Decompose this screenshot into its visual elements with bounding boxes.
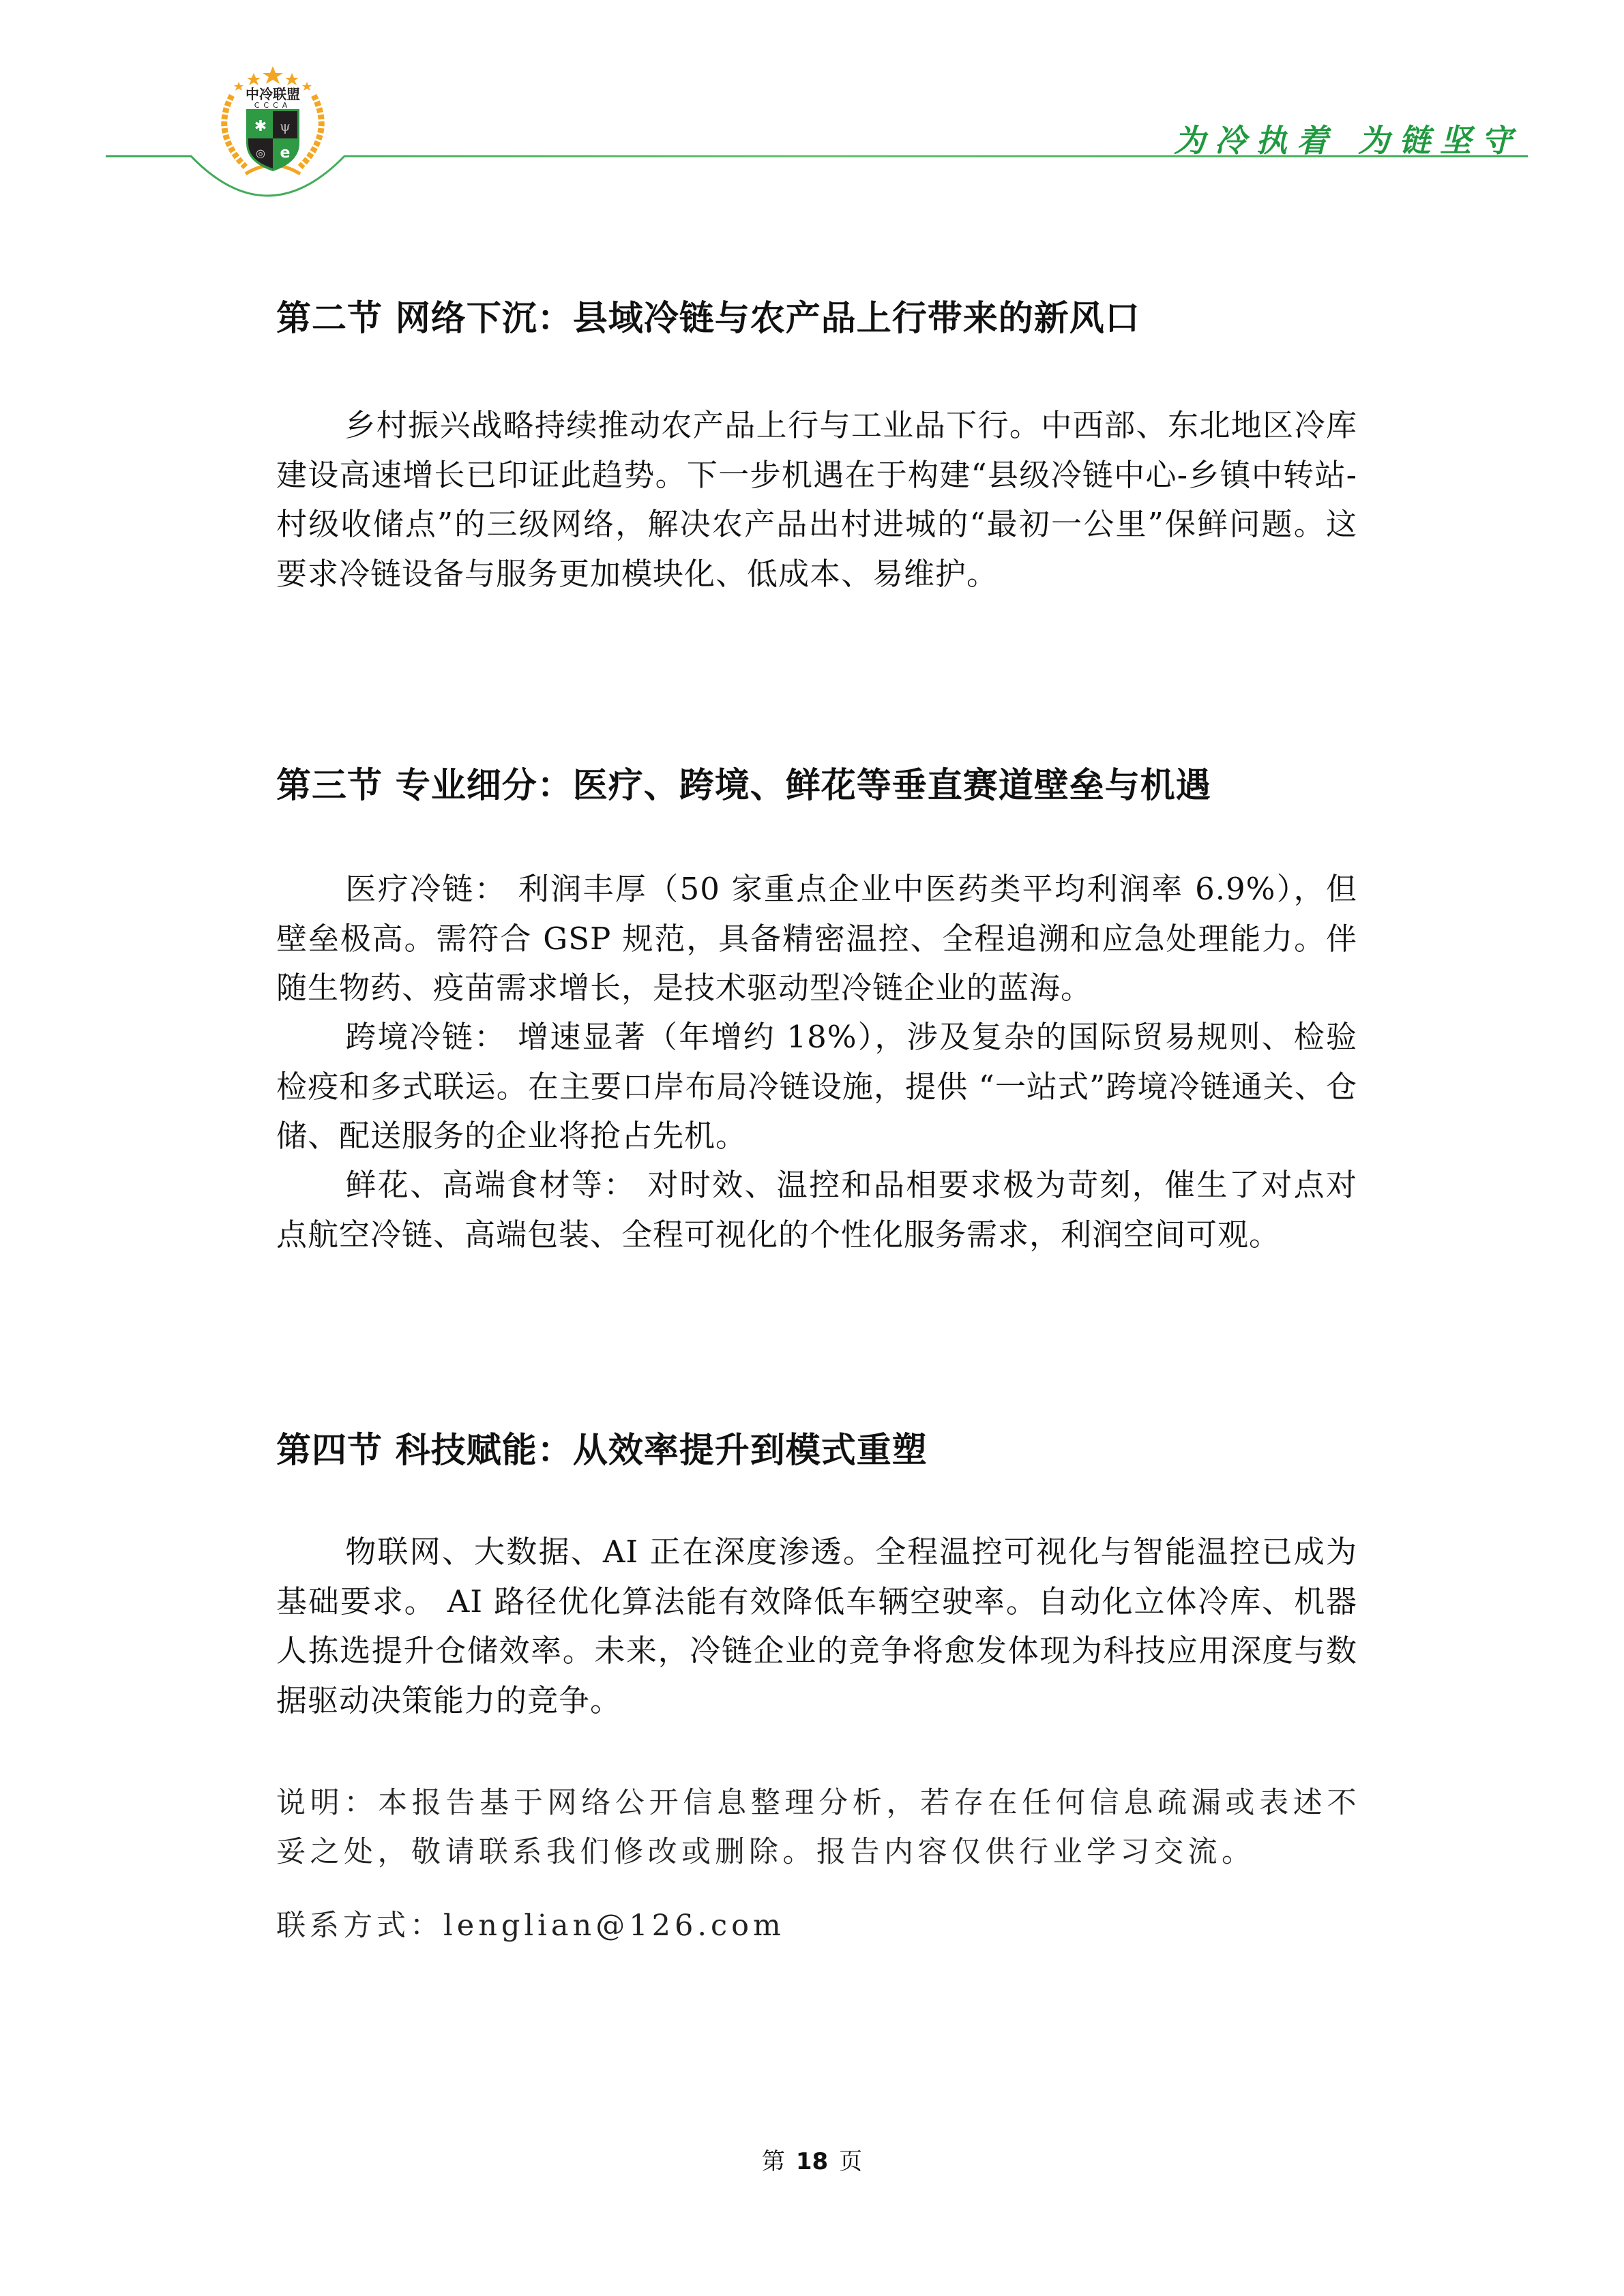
svg-text:中冷联盟: 中冷联盟 (246, 86, 300, 102)
section-3-flowers-paragraph: 鲜花、高端食材等： 对时效、温控和品相要求极为苛刻，催生了对点对点航空冷链、高端包装、全程可视化的个性化服务需求，利润空间可观。 (276, 1167, 1357, 1253)
ccca-logo-icon (205, 65, 341, 181)
contact-email-link[interactable]: lenglian@126.com (443, 1909, 785, 1943)
svg-text:CCCA: CCCA (254, 101, 292, 110)
page-prefix: 第 (761, 2148, 785, 2175)
section-3-crossborder-paragraph: 跨境冷链： 增速显著（年增约 18%），涉及复杂的国际贸易规则、检验检疫和多式联运。在主要口岸布局冷链设施，提供 “一站式”跨境冷链通关、仓储、配送服务的企业将抢占先机。 (276, 1019, 1357, 1154)
section-2-paragraph: 乡村振兴战略持续推动农产品上行与工业品下行。中西部、东北地区冷库建设高速增长已印证此趋势。下一步机遇在于构建“县级冷链中心-乡镇中转站-村级收储点”的三级网络，解决农产品出村进城的“最初一公里”保鲜问题。这要求冷链设备与服务更加模块化、低成本、易维护。 (276, 407, 1357, 592)
section-4-paragraph: 物联网、大数据、AI 正在深度渗透。全程温控可视化与智能温控已成为基础要求。 AI 路径优化算法能有效降低车辆空驶率。自动化立体冷库、机器人拣选提升仓储效率。未来，冷链企业的竞争将愈发体现为科技应用深度与数据驱动决策能力的竞争。 (276, 1534, 1357, 1718)
header-slogan: 为冷执着 为链坚守 (1173, 122, 1522, 159)
disclaimer-note: 说明：本报告基于网络公开信息整理分析，若存在任何信息疏漏或表述不妥之处，敬请联系我们修改或删除。报告内容仅供行业学习交流。 (276, 1786, 1361, 1869)
section-3-medical-paragraph: 医疗冷链： 利润丰厚（50 家重点企业中医药类平均利润率 6.9%），但壁垒极高。需符合 GSP 规范，具备精密温控、全程追溯和应急处理能力。伴随生物药、疫苗需求增长，是技术驱动型冷链企业的蓝海。 (276, 871, 1357, 1006)
section-title-2: 第二节 网络下沉：县域冷链与农产品上行带来的新风口 (276, 299, 1140, 339)
svg-text:◎: ◎ (256, 147, 265, 160)
contact-info (276, 1903, 785, 1944)
page-footer (0, 2143, 1624, 2176)
svg-text:ψ: ψ (280, 118, 291, 134)
section-title-4: 第四节 科技赋能：从效率提升到模式重塑 (276, 1431, 928, 1471)
svg-text:✱: ✱ (254, 118, 267, 135)
section-title-3: 第三节 专业细分：医疗、跨境、鲜花等垂直赛道壁垒与机遇 (276, 766, 1211, 806)
contact-label: 联系方式： (276, 1909, 443, 1943)
svg-text:e: e (280, 145, 291, 162)
page-header (0, 0, 1624, 218)
page-number: 18 (795, 2148, 829, 2175)
page-suffix: 页 (839, 2148, 863, 2175)
